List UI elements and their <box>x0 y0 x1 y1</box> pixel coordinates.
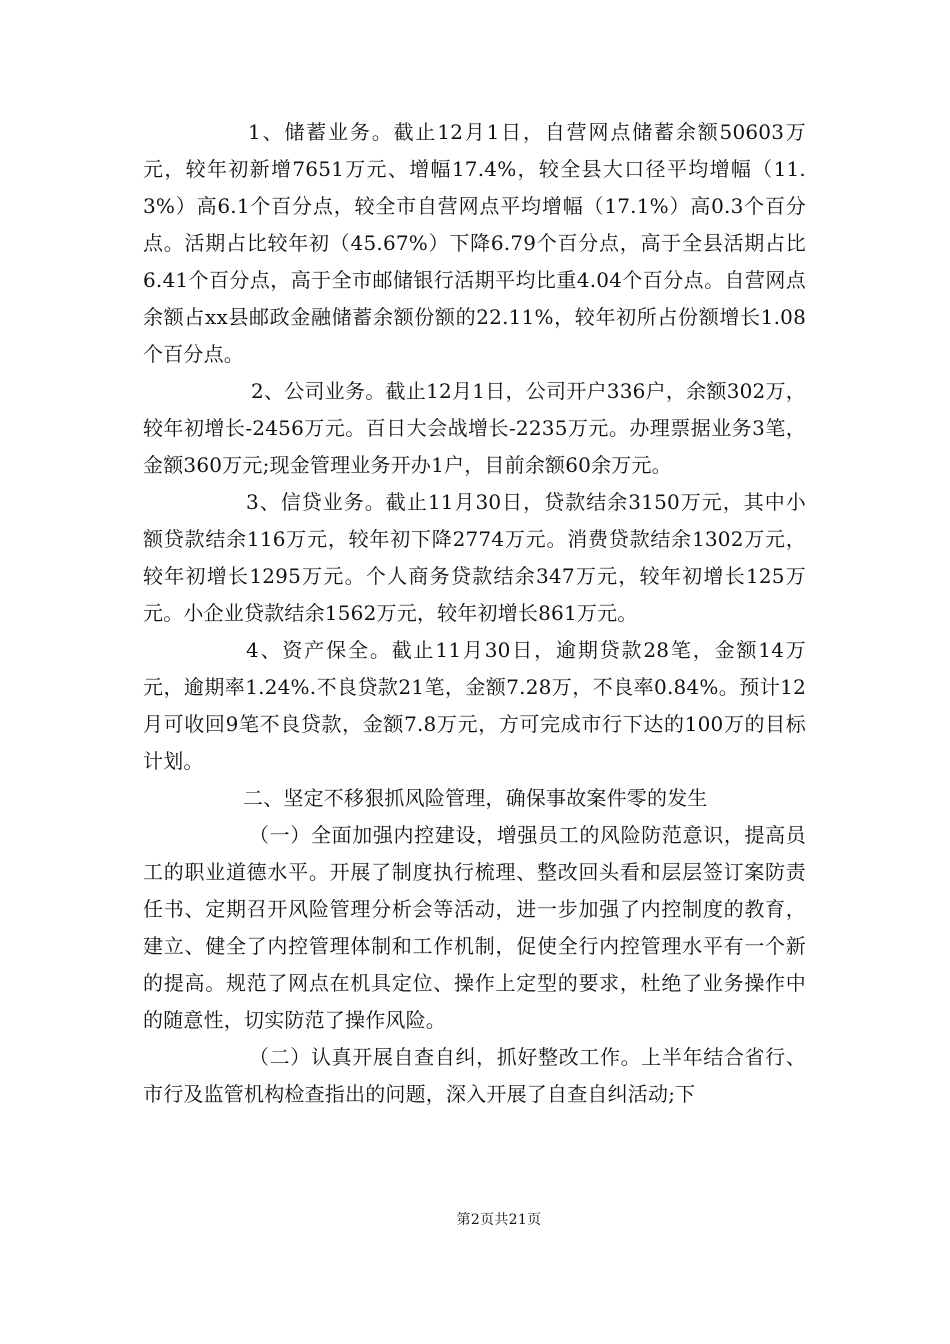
paragraph-credit-business: 3、信贷业务。截止11月30日，贷款结余3150万元，其中小额贷款结余116万元，较年初下降2774万元。消费贷款结余1302万元，较年初增长1295万元。个人商务贷款结余347万元，较年初增长125万元。小企业贷款结余1562万元，较年初增长861万元。 <box>143 490 806 625</box>
page-number-footer: 第2页共21页 <box>456 1212 542 1228</box>
paragraph-asset-preservation: 4、资产保全。截止11月30日，逾期贷款28笔，金额14万元，逾期率1.24%.不良贷款21笔，金额7.28万，不良率0.84%。预计12月可收回9笔不良贷款，金额7.8万元，方可完成市行下达的100万的目标计划。 <box>143 638 806 773</box>
section-heading-risk-management: 二、坚定不移狠抓风险管理，确保事故案件零的发生 <box>243 786 708 810</box>
document-body <box>143 114 806 1113</box>
paragraph-corporate-business: 2、公司业务。截止12月1日，公司开户336户，余额302万，较年初增长-2456万元。百日大会战增长-2235万元。办理票据业务3笔，金额360万元;现金管理业务开办1户，目前余额60余万元。 <box>143 379 806 477</box>
paragraph-self-inspection: （二）认真开展自查自纠，抓好整改工作。上半年结合省行、市行及监管机构检查指出的问题，深入开展了自查自纠活动;下 <box>143 1045 806 1106</box>
paragraph-savings-business: 1、储蓄业务。截止12月1日，自营网点储蓄余额50603万元，较年初新增7651万元、增幅17.4%，较全县大口径平均增幅（11.3%）高6.1个百分点，较全市自营网点平均增幅（17.1%）高0.3个百分点。活期占比较年初（45.67%）下降6.79个百分点，高于全县活期占比6.41个百分点，高于全市邮储银行活期平均比重4.04个百分点。自营网点余额占xx县邮政金融储蓄余额份额的22.11%，较年初所占份额增长1.08个百分点。 <box>143 120 806 366</box>
paragraph-internal-control: （一）全面加强内控建设，增强员工的风险防范意识，提高员工的职业道德水平。开展了制度执行梳理、整改回头看和层层签订案防责任书、定期召开风险管理分析会等活动，进一步加强了内控制度的教育，建立、健全了内控管理体制和工作机制，促使全行内控管理水平有一个新的提高。规范了网点在机具定位、操作上定型的要求，杜绝了业务操作中的随意性，切实防范了操作风险。 <box>143 823 806 1032</box>
